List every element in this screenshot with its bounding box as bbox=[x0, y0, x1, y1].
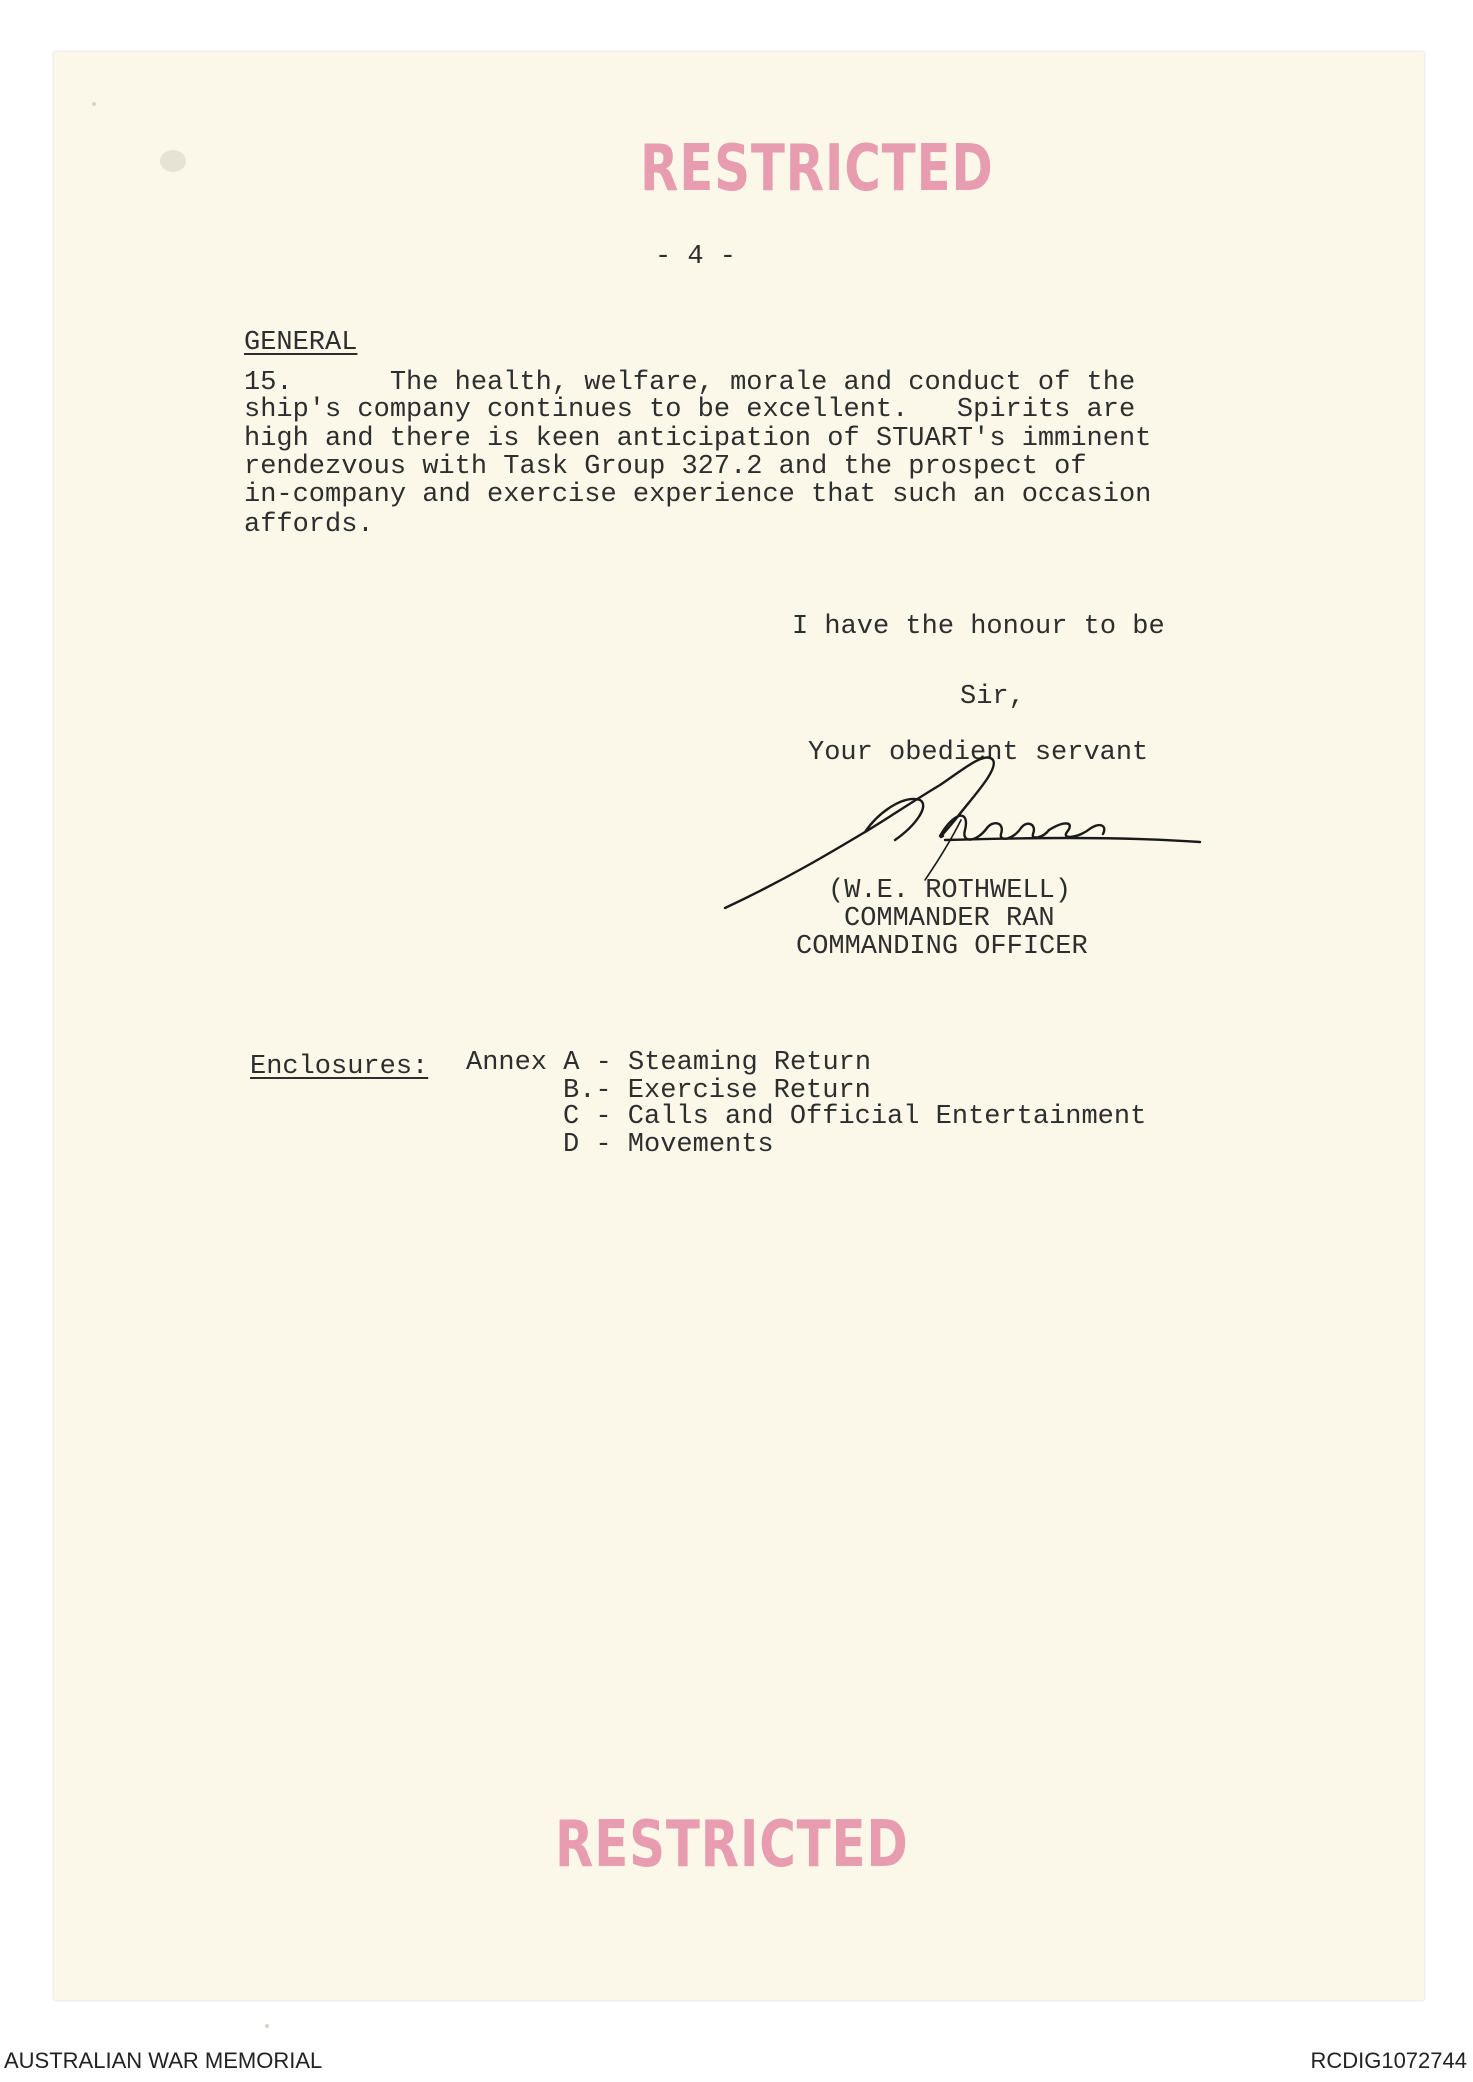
signatory-rank: COMMANDER RAN bbox=[844, 904, 1055, 934]
section-heading: GENERAL bbox=[244, 328, 358, 358]
paragraph-line: 15. The health, welfare, morale and conduct of the bbox=[244, 368, 1136, 398]
paragraph-line: in-company and exercise experience that such an occasion bbox=[244, 480, 1152, 510]
paper-mark bbox=[92, 102, 96, 106]
paragraph-line: affords. bbox=[244, 510, 374, 540]
enclosure-item: C - Calls and Official Entertainment bbox=[563, 1102, 1147, 1132]
signatory-name: (W.E. ROTHWELL) bbox=[828, 876, 1072, 906]
enclosure-item: B.- Exercise Return bbox=[563, 1076, 871, 1106]
paragraph-line: ship's company continues to be excellent. Spirits are bbox=[244, 395, 1136, 425]
closing-line-honour: I have the honour to be bbox=[792, 612, 1165, 642]
restricted-stamp-bottom: RESTRICTED bbox=[555, 1808, 909, 1882]
paragraph-line: high and there is keen anticipation of STUART's imminent bbox=[244, 424, 1152, 454]
enclosures-label: Enclosures: bbox=[250, 1052, 429, 1082]
page-number: - 4 - bbox=[655, 242, 737, 272]
footer-source: AUSTRALIAN WAR MEMORIAL bbox=[4, 2048, 323, 2073]
enclosure-item: Annex A - Steaming Return bbox=[466, 1048, 872, 1078]
paragraph-line: rendezvous with Task Group 327.2 and the prospect of bbox=[244, 452, 1087, 482]
enclosure-item: D - Movements bbox=[563, 1130, 774, 1160]
paper-mark bbox=[265, 2024, 269, 2028]
closing-line-sir: Sir, bbox=[960, 682, 1025, 712]
closing-line-servant: Your obedient servant bbox=[808, 738, 1149, 768]
paper-mark bbox=[160, 150, 186, 172]
footer-identifier: RCDIG1072744 bbox=[1310, 2048, 1467, 2073]
restricted-stamp-top: RESTRICTED bbox=[640, 132, 994, 206]
signatory-position: COMMANDING OFFICER bbox=[796, 932, 1088, 962]
